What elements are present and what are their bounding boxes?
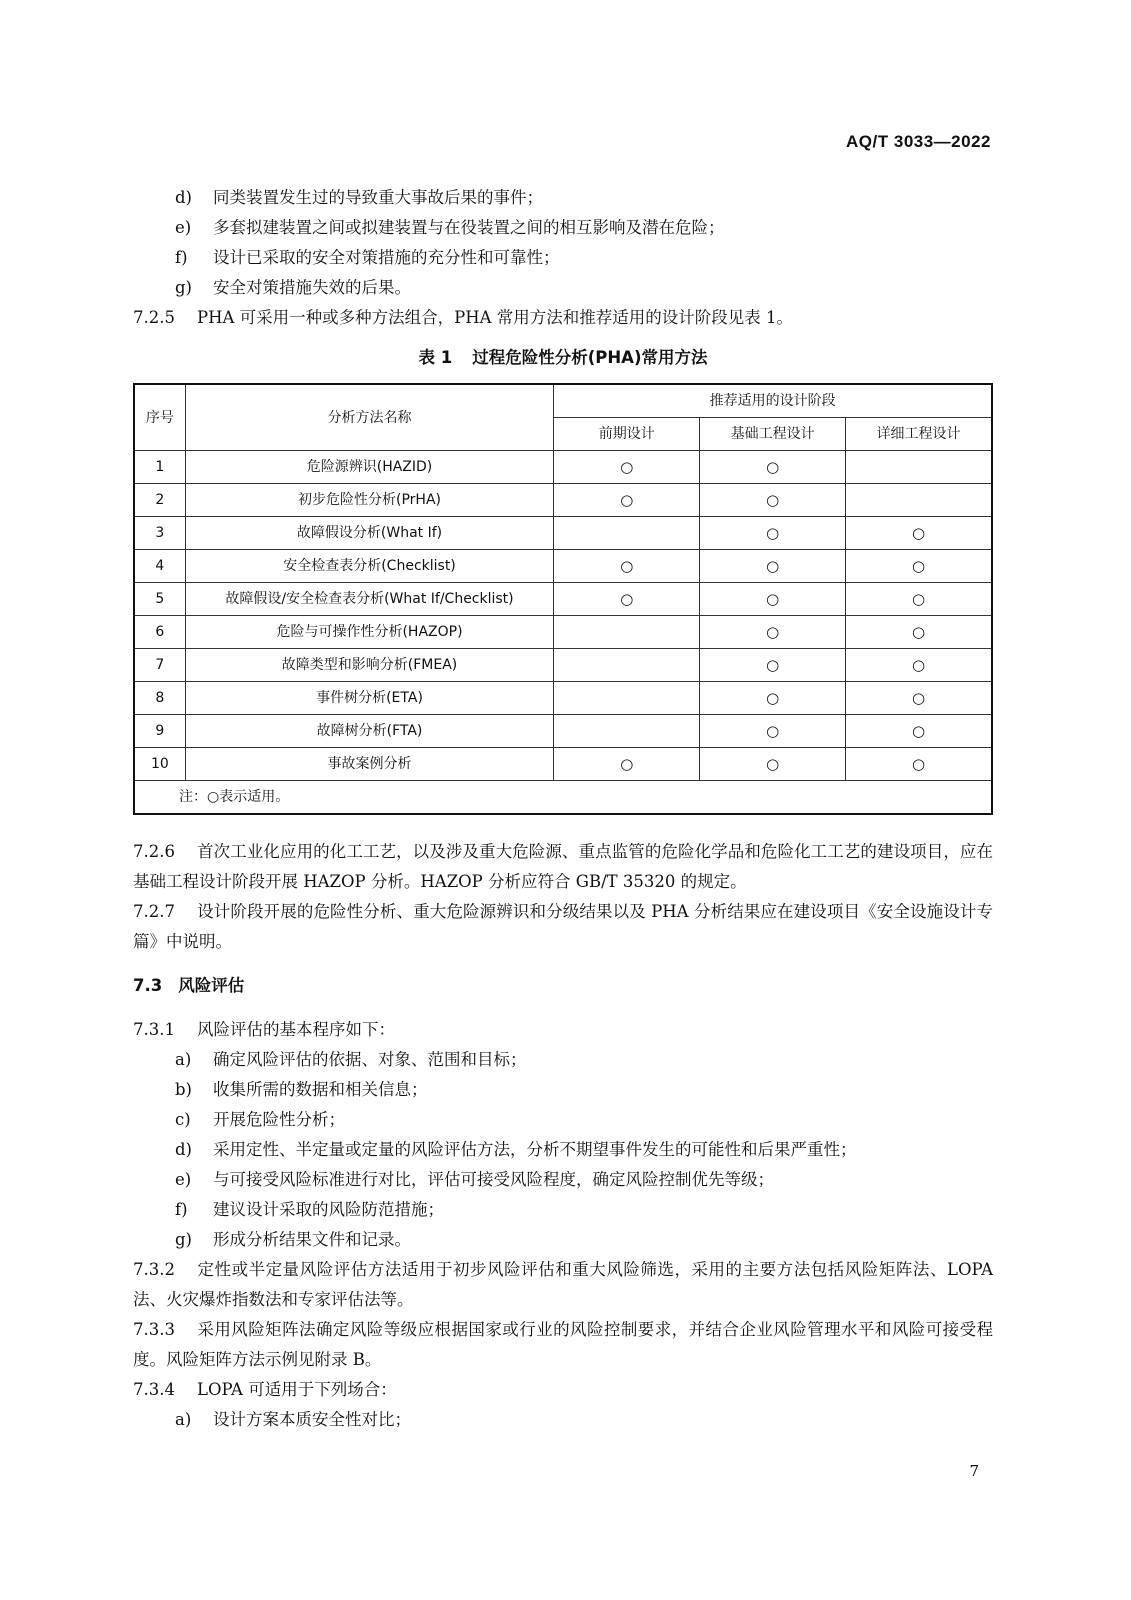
section-title-7-3: 7.3 风险评估 [133,976,245,995]
col-header-name: 分析方法名称 [185,384,554,451]
table-row: 3 故障假设分析(What If) ○ ○ [134,517,992,550]
clause-7-3-4: 7.3.4 LOPA 可适用于下列场合： [133,1380,397,1399]
table-note-row [134,781,992,815]
list-item: g) 安全对策措施失效的后果。 [175,278,411,297]
table-row: 8 事件树分析(ETA) ○ ○ [134,682,992,715]
standard-code: AQ/T 3033—2022 [846,132,991,151]
table-row: 1 危险源辨识(HAZID) ○ ○ [134,451,992,484]
table-row: 7 故障类型和影响分析(FMEA) ○ ○ [134,649,992,682]
list-item: f) 建议设计采取的风险防范措施； [175,1200,444,1219]
page-number: 7 [969,1462,979,1480]
table-note: 注：○表示适用。 [134,781,992,815]
list-item: a) 设计方案本质安全性对比； [175,1410,411,1429]
col-header-stage1: 前期设计 [554,418,700,451]
table-row: 6 危险与可操作性分析(HAZOP) ○ ○ [134,616,992,649]
clause-7-3-1: 7.3.1 风险评估的基本程序如下： [133,1020,395,1039]
clause-7-3-2: 7.3.2 定性或半定量风险评估方法适用于初步风险评估和重大风险筛选，采用的主要方法包括风险矩阵法、LOPA 法、火灾爆炸指数法和专家评估法等。 [133,1260,993,1309]
table-row: 5 故障假设/安全检查表分析(What If/Checklist) ○ ○ ○ [134,583,992,616]
list-item: e) 多套拟建装置之间或拟建装置与在役装置之间的相互影响及潜在危险； [175,218,725,237]
col-header-stage3: 详细工程设计 [846,418,992,451]
table-row: 9 故障树分析(FTA) ○ ○ [134,715,992,748]
pha-methods-table [133,383,993,815]
col-header-stage2: 基础工程设计 [700,418,846,451]
table-row: 10 事故案例分析 ○ ○ ○ [134,748,992,781]
table-row: 2 初步危险性分析(PrHA) ○ ○ [134,484,992,517]
col-header-seq: 序号 [134,384,185,451]
list-item: d) 采用定性、半定量或定量的风险评估方法，分析不期望事件发生的可能性和后果严重性； [175,1140,857,1159]
list-item: g) 形成分析结果文件和记录。 [175,1230,411,1249]
list-item: d) 同类装置发生过的导致重大事故后果的事件； [175,188,543,207]
list-item: f) 设计已采取的安全对策措施的充分性和可靠性； [175,248,560,267]
clause-7-2-7: 7.2.7 设计阶段开展的危险性分析、重大危险源辨识和分级结果以及 PHA 分析结果应在建设项目《安全设施设计专篇》中说明。 [133,902,993,951]
table-row: 4 安全检查表分析(Checklist) ○ ○ ○ [134,550,992,583]
table-caption: 表 1 过程危险性分析(PHA)常用方法 [418,348,708,367]
list-item: a) 确定风险评估的依据、对象、范围和目标； [175,1050,527,1069]
clause-7-2-6: 7.2.6 首次工业化应用的化工工艺，以及涉及重大危险源、重点监管的危险化学品和危险化工工艺的建设项目，应在基础工程设计阶段开展 HAZOP 分析。HAZOP 分析应符合 GB/T 35320 的规定。 [133,842,993,891]
top-list [133,183,993,303]
list-item: b) 收集所需的数据和相关信息； [175,1080,428,1099]
list-item: c) 开展危险性分析； [175,1110,345,1129]
page-body [133,183,993,1435]
list-item: e) 与可接受风险标准进行对比，评估可接受风险程度，确定风险控制优先等级； [175,1170,774,1189]
list-7-3-1 [133,1045,993,1255]
col-header-stage-group: 推荐适用的设计阶段 [554,384,992,418]
clause-7-3-3: 7.3.3 采用风险矩阵法确定风险等级应根据国家或行业的风险控制要求，并结合企业风险管理水平和风险可接受程度。风险矩阵方法示例见附录 B。 [133,1320,993,1369]
clause-7-2-5: 7.2.5 PHA 可采用一种或多种方法组合，PHA 常用方法和推荐适用的设计阶段见表 1。 [133,308,794,327]
